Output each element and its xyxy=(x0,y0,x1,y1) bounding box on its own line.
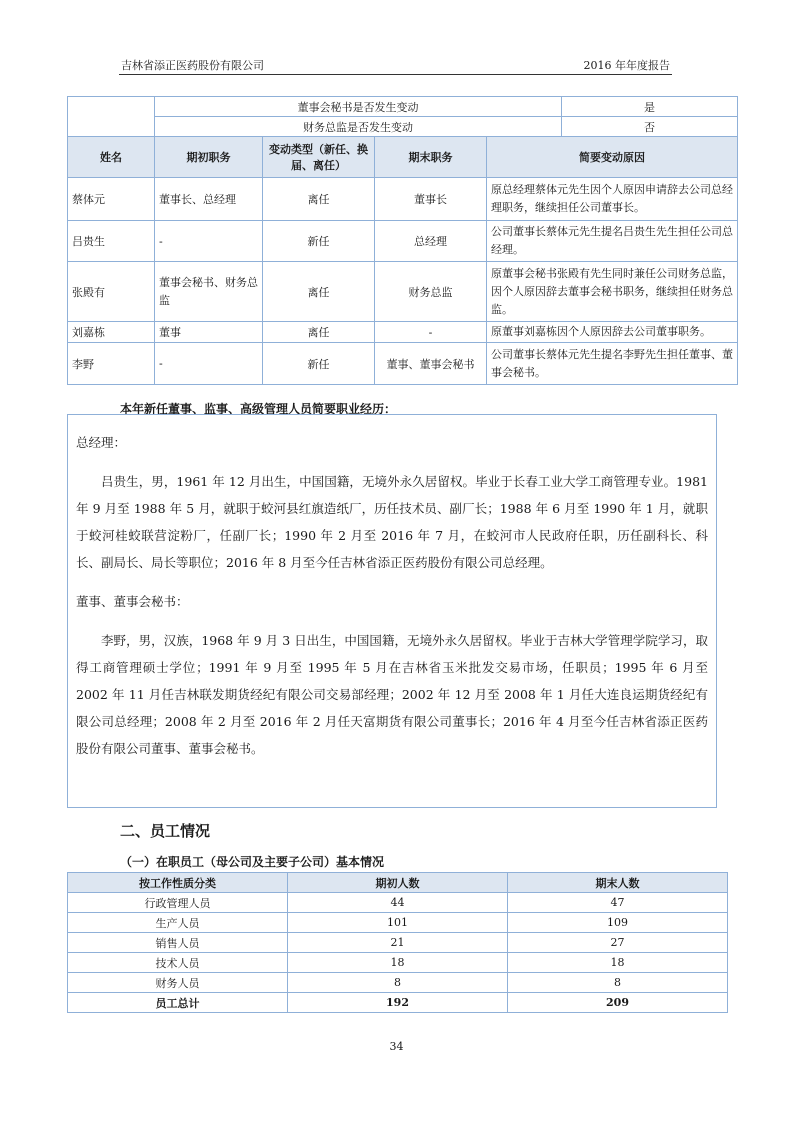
total-row xyxy=(68,993,728,1013)
officer-bio-box xyxy=(67,414,717,808)
subsection-title: （一）在职员工（母公司及主要子公司）基本情况 xyxy=(120,855,385,869)
col-header-reason: 简要变动原因 xyxy=(487,137,738,178)
table-row xyxy=(68,178,738,221)
col-header-end: 期末人数 xyxy=(508,873,728,893)
cell-reason: 原董事刘嘉栋因个人原因辞去公司董事职务。 xyxy=(487,322,738,343)
table-row xyxy=(68,262,738,322)
page-number: 34 xyxy=(389,1040,404,1053)
page-header xyxy=(119,54,672,75)
cell-category: 生产人员 xyxy=(68,913,288,933)
cell-category: 技术人员 xyxy=(68,953,288,973)
bio-text: 李野，男，汉族，1968 年 9 月 3 日出生，中国国籍，无境外永久居留权。毕业于吉林大学管理学院学习，取得工商管理硕士学位；1991 年 9 月至 1995 年 5 月在吉林省玉米批发交易市场，任职员；1995 年 6 月至 2002 年 11 月任吉林联发期货经纪有限公司交易部经理；2002 年 12 月至 2008 年 1 月任大连良运期货经纪有限公司总经理；2008 年 2 月至 2016 年 2 月任天富期货有限公司董事长；2016 年 4 月至今任吉林省添正医药股份有限公司董事、董事会秘书。 xyxy=(76,633,708,756)
col-header-start: 期初人数 xyxy=(288,873,508,893)
cell-start: 192 xyxy=(288,993,508,1013)
cell-category: 员工总计 xyxy=(68,993,288,1013)
cell-end: 209 xyxy=(508,993,728,1013)
cell-end: 27 xyxy=(508,933,728,953)
table-row xyxy=(68,343,738,385)
report-title: 2016 年年度报告 xyxy=(583,59,670,72)
table-row xyxy=(68,221,738,262)
summary-question: 董事会秘书是否发生变动 xyxy=(155,97,562,117)
role-label: 总经理： xyxy=(76,435,127,450)
cell-category: 财务人员 xyxy=(68,973,288,993)
table-header-row xyxy=(68,873,728,893)
cell-name: 李野 xyxy=(68,343,155,385)
summary-row xyxy=(68,97,738,117)
cell-final: 总经理 xyxy=(375,221,487,262)
cell-initial: 董事 xyxy=(155,322,263,343)
cell-reason: 公司董事长蔡体元先生提名李野先生担任董事、董事会秘书。 xyxy=(487,343,738,385)
cell-reason: 原董事会秘书张殿有先生同时兼任公司财务总监，因个人原因辞去董事会秘书职务，继续担任财务总监。 xyxy=(487,262,738,322)
cell-name: 蔡体元 xyxy=(68,178,155,221)
col-header-name: 姓名 xyxy=(68,137,155,178)
cell-start: 18 xyxy=(288,953,508,973)
table-row xyxy=(68,933,728,953)
cell-end: 109 xyxy=(508,913,728,933)
role-label: 董事、董事会秘书： xyxy=(76,594,189,609)
bio-text: 吕贵生，男，1961 年 12 月出生，中国国籍，无境外永久居留权。毕业于长春工业大学工商管理专业。1981 年 9 月至 1988 年 5 月，就职于蛟河县红旗造纸厂，历任技术员、副厂长；1988 年 6 月至 1990 年 1 月，就职于蛟河桂蛟联营淀粉厂，任副厂长；1990 年 2 月至 2016 年 7 月，在蛟河市人民政府任职，历任副科长、科长、副局长、局长等职位；2016 年 8 月至今任吉林省添正医药股份有限公司总经理。 xyxy=(76,474,708,570)
cell-reason: 原总经理蔡体元先生因个人原因申请辞去公司总经理职务，继续担任公司董事长。 xyxy=(487,178,738,221)
cell-final: 董事、董事会秘书 xyxy=(375,343,487,385)
summary-row xyxy=(68,117,738,137)
cell-final: - xyxy=(375,322,487,343)
cell-start: 8 xyxy=(288,973,508,993)
cell-category: 销售人员 xyxy=(68,933,288,953)
table-header-row xyxy=(68,137,738,178)
table-row xyxy=(68,973,728,993)
cell-initial: 董事会秘书、财务总监 xyxy=(155,262,263,322)
new-officers-title: 本年新任董事、监事、高级管理人员简要职业经历： xyxy=(120,402,397,416)
table-row xyxy=(68,953,728,973)
cell-reason: 公司董事长蔡体元先生提名吕贵生先生担任公司总经理。 xyxy=(487,221,738,262)
cell-name: 吕贵生 xyxy=(68,221,155,262)
cell-name: 刘嘉栋 xyxy=(68,322,155,343)
summary-answer: 是 xyxy=(562,97,738,117)
cell-type: 新任 xyxy=(263,343,375,385)
cell-end: 18 xyxy=(508,953,728,973)
staff-table xyxy=(67,872,728,1013)
company-name: 吉林省添正医药股份有限公司 xyxy=(121,59,264,72)
summary-question: 财务总监是否发生变动 xyxy=(155,117,562,137)
cell-type: 离任 xyxy=(263,262,375,322)
cell-start: 101 xyxy=(288,913,508,933)
cell-type: 新任 xyxy=(263,221,375,262)
cell-start: 44 xyxy=(288,893,508,913)
table-row xyxy=(68,322,738,343)
cell-final: 董事长 xyxy=(375,178,487,221)
cell-initial: 董事长、总经理 xyxy=(155,178,263,221)
table-row xyxy=(68,893,728,913)
summary-answer: 否 xyxy=(562,117,738,137)
cell-type: 离任 xyxy=(263,322,375,343)
col-header-initial-position: 期初职务 xyxy=(155,137,263,178)
table-row xyxy=(68,913,728,933)
cell-category: 行政管理人员 xyxy=(68,893,288,913)
cell-initial: - xyxy=(155,343,263,385)
cell-final: 财务总监 xyxy=(375,262,487,322)
cell-name: 张殿有 xyxy=(68,262,155,322)
officer-change-table xyxy=(67,96,738,385)
col-header-final-position: 期末职务 xyxy=(375,137,487,178)
cell-start: 21 xyxy=(288,933,508,953)
cell-end: 47 xyxy=(508,893,728,913)
cell-type: 离任 xyxy=(263,178,375,221)
col-header-category: 按工作性质分类 xyxy=(68,873,288,893)
cell-initial: - xyxy=(155,221,263,262)
section-title: 二、员工情况 xyxy=(120,822,211,840)
col-header-change-type: 变动类型（新任、换届、离任） xyxy=(263,137,375,178)
cell-end: 8 xyxy=(508,973,728,993)
